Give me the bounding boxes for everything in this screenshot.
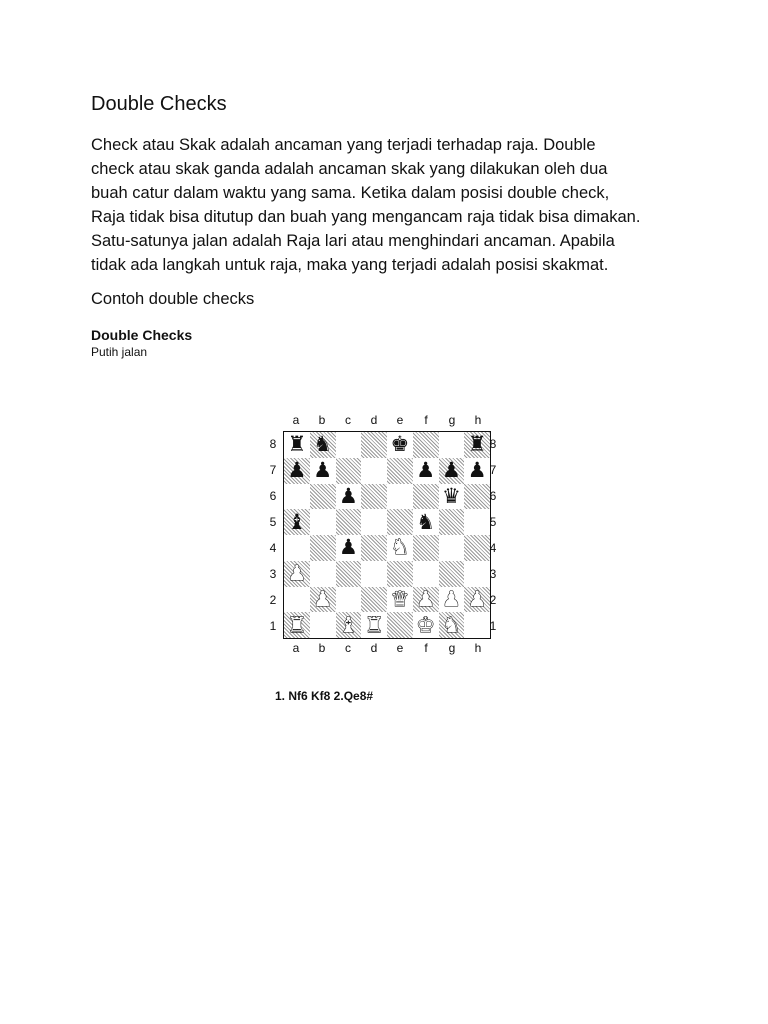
chess-board bbox=[283, 431, 491, 639]
file-label: g bbox=[448, 641, 456, 655]
file-label: b bbox=[318, 641, 326, 655]
page-title: Double Checks bbox=[91, 93, 227, 115]
paragraph-line: buah catur dalam waktu yang sama. Ketika dalam posisi double check, bbox=[91, 184, 610, 202]
black-pawn-icon: ♟ bbox=[313, 458, 333, 483]
solution-moves: 1. Nf6 Kf8 2.Qe8# bbox=[275, 689, 374, 703]
square-d7 bbox=[361, 458, 387, 484]
square-c8 bbox=[336, 432, 362, 458]
rank-label: 6 bbox=[269, 489, 277, 503]
white-bishop-icon: ♝ bbox=[338, 612, 358, 637]
square-f6 bbox=[413, 484, 439, 510]
white-king-icon: ♚ bbox=[416, 612, 436, 637]
file-label: c bbox=[345, 413, 351, 427]
square-b3 bbox=[310, 561, 336, 587]
square-b4 bbox=[310, 535, 336, 561]
black-pawn-icon: ♟ bbox=[338, 535, 358, 560]
black-bishop-icon: ♝ bbox=[287, 509, 307, 534]
black-knight-icon: ♞ bbox=[416, 509, 436, 534]
chess-diagram bbox=[263, 413, 503, 657]
file-label: f bbox=[424, 413, 428, 427]
square-f4 bbox=[413, 535, 439, 561]
square-d5 bbox=[361, 509, 387, 535]
square-c4 bbox=[336, 535, 362, 561]
rank-label: 8 bbox=[489, 437, 497, 451]
paragraph-line: tidak ada langkah untuk raja, maka yang terjadi adalah posisi skakmat. bbox=[91, 256, 609, 274]
square-a8 bbox=[284, 432, 310, 458]
square-b2 bbox=[310, 587, 336, 613]
section-subheading: Contoh double checks bbox=[91, 290, 255, 308]
rank-label: 2 bbox=[269, 593, 277, 607]
white-knight-icon: ♞ bbox=[390, 535, 410, 560]
rank-label: 6 bbox=[489, 489, 497, 503]
file-label: h bbox=[474, 413, 482, 427]
white-queen-icon: ♛ bbox=[390, 586, 410, 611]
black-queen-icon: ♛ bbox=[441, 483, 461, 508]
square-d2 bbox=[361, 587, 387, 613]
rank-label: 4 bbox=[269, 541, 277, 555]
square-f1 bbox=[413, 612, 439, 638]
white-rook-icon: ♜ bbox=[287, 612, 307, 637]
rank-label: 1 bbox=[269, 619, 277, 633]
white-pawn-icon: ♟ bbox=[313, 586, 333, 611]
white-rook-icon: ♜ bbox=[364, 612, 384, 637]
square-f8 bbox=[413, 432, 439, 458]
square-e6 bbox=[387, 484, 413, 510]
file-label: d bbox=[370, 641, 378, 655]
square-g3 bbox=[439, 561, 465, 587]
black-pawn-icon: ♟ bbox=[287, 458, 307, 483]
black-pawn-icon: ♟ bbox=[467, 458, 487, 483]
paragraph-line: Satu-satunya jalan adalah Raja lari atau menghindari ancaman. Apabila bbox=[91, 232, 615, 250]
black-rook-icon: ♜ bbox=[467, 432, 487, 457]
square-b8 bbox=[310, 432, 336, 458]
square-c6 bbox=[336, 484, 362, 510]
square-f3 bbox=[413, 561, 439, 587]
file-label: b bbox=[318, 413, 326, 427]
black-king-icon: ♚ bbox=[390, 432, 410, 457]
square-c2 bbox=[336, 587, 362, 613]
file-label: g bbox=[448, 413, 456, 427]
file-label: d bbox=[370, 413, 378, 427]
square-c5 bbox=[336, 509, 362, 535]
paragraph-line: Raja tidak bisa ditutup dan buah yang mengancam raja tidak bisa dimakan. bbox=[91, 208, 641, 226]
square-b6 bbox=[310, 484, 336, 510]
file-label: e bbox=[396, 641, 404, 655]
square-b5 bbox=[310, 509, 336, 535]
square-g2 bbox=[439, 587, 465, 613]
file-labels-bottom bbox=[283, 641, 491, 655]
square-f5 bbox=[413, 509, 439, 535]
rank-labels-left bbox=[266, 431, 280, 639]
white-pawn-icon: ♟ bbox=[416, 586, 436, 611]
paragraph-line: Check atau Skak adalah ancaman yang terjadi terhadap raja. Double bbox=[91, 136, 596, 154]
square-d6 bbox=[361, 484, 387, 510]
square-c3 bbox=[336, 561, 362, 587]
file-label: a bbox=[292, 413, 300, 427]
square-e7 bbox=[387, 458, 413, 484]
file-label: c bbox=[345, 641, 351, 655]
square-d3 bbox=[361, 561, 387, 587]
square-a6 bbox=[284, 484, 310, 510]
square-a5 bbox=[284, 509, 310, 535]
rank-label: 5 bbox=[269, 515, 277, 529]
square-d1 bbox=[361, 612, 387, 638]
white-knight-icon: ♞ bbox=[441, 612, 461, 637]
square-e4 bbox=[387, 535, 413, 561]
white-pawn-icon: ♟ bbox=[467, 586, 487, 611]
paragraph-line: check atau skak ganda adalah ancaman skak yang dilakukan oleh dua bbox=[91, 160, 608, 178]
square-a4 bbox=[284, 535, 310, 561]
file-label: a bbox=[292, 641, 300, 655]
square-d4 bbox=[361, 535, 387, 561]
square-g1 bbox=[439, 612, 465, 638]
rank-label: 7 bbox=[489, 463, 497, 477]
square-e3 bbox=[387, 561, 413, 587]
rank-label: 1 bbox=[489, 619, 497, 633]
square-c7 bbox=[336, 458, 362, 484]
diagram-caption: Putih jalan bbox=[91, 345, 148, 359]
diagram-title: Double Checks bbox=[91, 327, 193, 343]
square-a1 bbox=[284, 612, 310, 638]
square-g7 bbox=[439, 458, 465, 484]
square-g4 bbox=[439, 535, 465, 561]
square-c1 bbox=[336, 612, 362, 638]
square-a7 bbox=[284, 458, 310, 484]
square-d8 bbox=[361, 432, 387, 458]
file-labels-top bbox=[283, 413, 491, 427]
square-a2 bbox=[284, 587, 310, 613]
rank-label: 2 bbox=[489, 593, 497, 607]
square-e2 bbox=[387, 587, 413, 613]
square-a3 bbox=[284, 561, 310, 587]
rank-label: 7 bbox=[269, 463, 277, 477]
black-knight-icon: ♞ bbox=[313, 432, 333, 457]
rank-label: 3 bbox=[489, 567, 497, 581]
square-e8 bbox=[387, 432, 413, 458]
rank-labels-right bbox=[486, 431, 500, 639]
rank-label: 4 bbox=[489, 541, 497, 555]
intro-paragraph bbox=[91, 133, 701, 277]
square-f7 bbox=[413, 458, 439, 484]
black-pawn-icon: ♟ bbox=[441, 458, 461, 483]
square-g8 bbox=[439, 432, 465, 458]
square-b7 bbox=[310, 458, 336, 484]
file-label: h bbox=[474, 641, 482, 655]
square-g5 bbox=[439, 509, 465, 535]
square-b1 bbox=[310, 612, 336, 638]
rank-label: 3 bbox=[269, 567, 277, 581]
white-pawn-icon: ♟ bbox=[441, 586, 461, 611]
file-label: e bbox=[396, 413, 404, 427]
file-label: f bbox=[424, 641, 428, 655]
square-g6 bbox=[439, 484, 465, 510]
square-e1 bbox=[387, 612, 413, 638]
rank-label: 5 bbox=[489, 515, 497, 529]
rank-label: 8 bbox=[269, 437, 277, 451]
black-pawn-icon: ♟ bbox=[338, 483, 358, 508]
black-pawn-icon: ♟ bbox=[416, 458, 436, 483]
square-e5 bbox=[387, 509, 413, 535]
square-f2 bbox=[413, 587, 439, 613]
white-pawn-icon: ♟ bbox=[287, 561, 307, 586]
black-rook-icon: ♜ bbox=[287, 432, 307, 457]
